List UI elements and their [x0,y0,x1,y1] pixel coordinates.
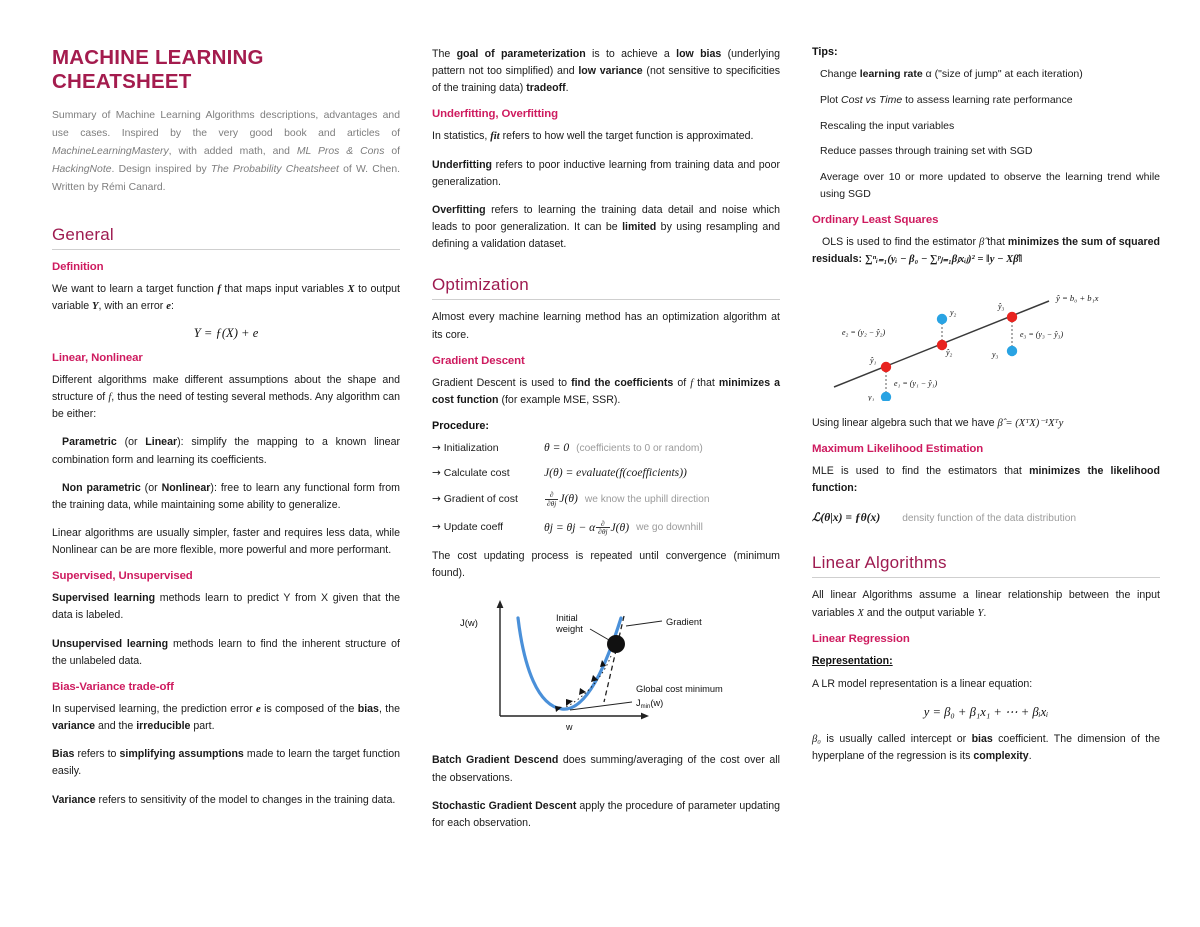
supervised-label: Supervised learning [52,592,156,605]
goal-t5: . [565,82,569,95]
np-t1: (or [140,481,162,494]
procedure-step-update-coeff [432,520,780,537]
section-header-linear-algorithms: Linear Algorithms [812,553,1160,578]
underfitting-paragraph [432,157,780,191]
subsection-definition: Definition [52,260,104,273]
bv-irreducible: irreducible [136,720,191,733]
parametric-label: Parametric [62,436,117,449]
step-label-update-coeff [432,521,544,533]
initial-weight-dot [607,635,625,653]
x-axis-arrow [641,713,649,720]
ln-t1: Different algorithms make different assumptions about the shape and structure of [52,373,400,404]
subsection-gradient-descent: Gradient Descent [432,354,525,367]
of-t1: refers to learning the training data detail and noise which leads to poor generalization. It can be [432,203,780,234]
subsection-underfitting-overfitting: Underfitting, Overfitting [432,108,558,121]
of-limited: limited [622,221,657,234]
gd-t4: (for example MSE, SSR). [498,393,621,406]
ip-t1: is usually called intercept or [820,732,972,745]
np-t2: ): free to learn any functional form from the training data, while maintaining some ability to generalize. [52,481,400,511]
subsection-supervised: Supervised, Unsupervised [52,570,193,583]
intro-paragraph [52,107,400,196]
tip1-b: to assess learning rate performance [902,93,1073,106]
jmin-end: (w) [650,698,664,709]
bv-t4: and the [95,720,137,733]
step-equation-initialization: θ = 0 [544,441,570,455]
ols-la-formula: β̂ = (XᵀX)⁻¹Xᵀy [997,418,1064,430]
intro-italic-4: The Probability Cheatsheet [210,163,339,175]
jmin-sub: min [640,704,651,711]
page-title: MACHINE LEARNING CHEATSHEET [52,46,264,93]
la-t3: . [983,606,987,619]
underfitting-rest: refers to poor inductive learning from training data and poor generalization. [432,158,780,188]
unsup-rest: methods learn to find the inherent structure of the unlabeled data. [52,637,400,667]
parametric-paragraph [52,434,400,468]
tip-item: Average over 10 or more updated to observe the learning trend while using SGD [820,171,1160,200]
sgd-paragraph [432,798,780,832]
nonparam-label: Non parametric [62,481,141,494]
intro-italic-2: ML Pros & Cons [296,145,385,157]
step-equation-gradient-of-cost [544,491,578,508]
intro-italic-1: MachineLearningMastery [52,145,169,157]
global-min-label: Global cost minimum [636,684,723,695]
step-text: Initialization [443,442,499,455]
bias-t2: made to learn the target function easily. [52,748,401,778]
unsupervised-label: Unsupervised learning [52,637,169,650]
gradient-leader [626,621,662,626]
upd-eq-b: J(θ) [610,520,630,534]
mle-paragraph [812,463,1160,497]
underfitting-label: Underfitting [432,158,493,171]
la-t2: and the output variable [863,606,978,619]
procedure-step-initialization [432,441,780,454]
gradient-descent-svg [438,596,768,736]
y-axis-label: J(w) [460,618,478,630]
step-label-initialization [432,442,544,454]
mle-formula-row [812,509,1160,528]
variance-rest: refers to sensitivity of the model to changes in the training data. [95,793,396,806]
def-t5: : [170,299,174,312]
bias-variance-p1 [52,701,400,735]
regression-line-label: ŷ = b₀ + b₁x [1056,293,1099,304]
yhat1-label: ŷ₁ [870,356,877,366]
mle-formula: ℒ(θ|x) = ƒθ(x) [812,510,881,524]
subsection-mle: Maximum Likelihood Estimation [812,443,984,456]
observed-point-3 [1007,346,1017,356]
residual1-label: e₁ = (y₁ − ŷ₁) [894,379,938,389]
goal-t3: (underlying pattern not too simplified) and [432,48,780,78]
unsupervised-paragraph [52,636,400,670]
tip1-a: Plot [820,93,842,106]
ln-t2: , thus the need of testing several methods. Any algorithm can be either: [52,391,400,421]
residual3-label: e₃ = (y₃ − ŷ₃) [1020,330,1064,340]
formula-target-function: Y = ƒ(X) + e [193,325,259,340]
intro-text-4: . Design inspired by [111,163,211,175]
fit-t1: In statistics, [432,130,491,143]
bias-paragraph [52,746,400,780]
y1-label: y₁ [868,393,875,402]
def-f: f [217,283,221,295]
mle-note: density function of the data distribution [902,512,1077,524]
ols-beta-hat: β̂ [978,236,985,248]
procedure-step-calculate-cost [432,466,780,479]
step-note-initialization: (coefficients to 0 or random) [576,443,703,455]
sgd-rest: apply the procedure of parameter updating for each observation. [432,799,780,829]
overfitting-paragraph [432,202,780,253]
overfitting-label: Overfitting [432,203,486,216]
def-y: Y [92,300,99,312]
variance-label: Variance [52,793,96,806]
tips-label: Tips: [812,46,838,58]
gradient-descent-paragraph [432,375,780,409]
bias-t1: refers to [74,748,120,761]
param-linear: Linear [145,436,178,449]
batch-gd-rest: does summing/averaging of the cost over all the observations. [432,754,780,784]
representation-paragraph: A LR model representation is a linear equation: [812,677,1033,690]
grad-eq-text: J(θ) [559,491,578,505]
subsection-linear-regression: Linear Regression [812,632,910,645]
ip-bias: bias [971,732,993,745]
partial-derivative-fraction: $\frac{\partial}{\partial\theta j}$ [598,518,608,537]
procedure-step-gradient-of-cost [432,491,780,508]
def-t4: , with an error [98,299,167,312]
goal-t1: The [432,48,457,60]
bv-t5: part. [190,720,215,733]
sup-rest: methods learn to predict Y from X given that the data is labeled. [52,592,400,622]
tip0-a: Change [820,68,860,80]
partial-derivative-fraction: $\frac{\partial}{\partial\theta j}$ [547,490,557,508]
procedure-label: Procedure: [432,420,489,433]
beta0-symbol: β₀ [812,733,821,745]
arrow-icon: → [432,467,441,480]
residual2-label: e₂ = (y₂ − ŷ₂) [842,328,886,338]
la-t1: All linear Algorithms assume a linear relationship between the input variables [812,589,1160,619]
mle-bold: minimizes the likelihood function: [812,465,1160,495]
gradient-label: Gradient [666,617,702,628]
figure-gradient-descent [438,596,780,736]
step-equation-update-coeff [544,520,629,537]
initial-weight-leader [590,629,609,640]
subsection-bias-variance: Bias-Variance trade-off [52,680,174,693]
tip0-b: α ("size of jump" at each iteration) [922,68,1083,80]
ip-t2: coefficient. The dimension of the hyperplane of the regression is its [812,732,1160,762]
gd-t1: Gradient Descent is used to [432,376,572,389]
intro-text-2: , with added math, and [168,145,297,157]
yhat2-label: ŷ₂ [946,348,953,358]
bv-t1: In supervised learning, the prediction error [52,702,257,715]
intro-text-5: of W. Chen. Written by Rémi Canard. [52,163,400,193]
batch-gd-paragraph [432,752,780,786]
sgd-label: Stochastic Gradient Descent [432,799,577,812]
fit-paragraph [432,128,780,145]
goal-paragraph [432,46,780,97]
section-header-general: General [52,225,400,250]
goal-t2: is to achieve a [585,48,677,60]
jmin-j: J [636,698,641,709]
fit-t2: refers to how well the target function is approximated. [499,130,754,143]
ip-complexity: complexity [973,749,1029,762]
step-note-gradient: we know the uphill direction [584,493,710,505]
gd-t2: of [673,376,691,389]
convergence-paragraph: The cost updating process is repeated until convergence (minimum found). [432,550,780,580]
arrow-icon: → [432,521,441,534]
param-t2: ): simplify the mapping to a known linear combination form and learning its coefficients. [52,436,400,466]
jmin-label [636,698,663,710]
bv-variance: variance [52,720,95,733]
gd-bold2: minimizes a cost function [432,376,781,406]
goal-lowbias: low bias [676,48,722,60]
figure-ols-residuals [824,279,1160,401]
goal-bold: goal of parameterization [456,48,586,60]
representation-heading: Representation: [812,654,893,667]
step-label-calculate-cost [432,467,544,479]
intercept-paragraph [812,731,1160,765]
tip-item [812,92,1160,109]
of-t2: by using resampling and defining a validation dataset. [432,221,780,251]
tip-item: Reduce passes through training set with SGD [820,145,1033,158]
y3-label: y₃ [992,350,999,360]
intro-italic-3: HackingNote [52,163,112,175]
subsection-linear-nonlinear: Linear, Nonlinear [52,351,143,364]
ln-f: f [108,392,112,404]
initial-weight-label-line1: Initial [556,613,578,624]
intro-text-1: Summary of Machine Learning Algorithms descriptions, advantages and use cases. Inspired by the very good book and articles of [52,110,400,140]
supervised-paragraph [52,590,400,624]
arrow-icon: → [432,442,441,455]
tip1-italic: Cost vs Time [841,93,903,106]
bias-bold: simplifying assumptions [119,748,244,761]
goal-lowvariance: low variance [578,65,643,78]
step-label-gradient-of-cost [432,493,544,505]
variance-paragraph [52,792,400,809]
fitted-point-1 [881,362,891,372]
column-2 [432,46,780,897]
ols-linear-algebra-paragraph [812,415,1160,432]
step-note-update: we go downhill [636,522,703,534]
definition-paragraph [52,281,400,315]
ols-paragraph [812,234,1160,268]
fit-word: fit [490,131,500,143]
ols-residuals-svg [824,279,1124,401]
gd-f: f [690,377,694,389]
def-t3: to output variable [52,282,400,312]
y2-label: y₂ [950,308,957,318]
subsection-ols: Ordinary Least Squares [812,213,939,226]
initial-weight-label-line2: weight [556,624,583,635]
np-nonlinear: Nonlinear [161,481,211,494]
la-x: X [857,607,864,619]
y-axis-arrow [497,600,504,608]
section-header-optimization: Optimization [432,275,780,300]
bv-t3: , the [378,702,400,715]
def-t1: We want to learn a target function [52,282,218,295]
linear-algorithms-intro [812,587,1160,621]
def-t2: that maps input variables [220,282,348,295]
batch-gd-label: Batch Gradient Descend [432,754,559,767]
goal-t4: (not sensitive to specificities of the training data) [432,65,781,95]
bv-e: e [256,703,261,715]
observed-point-2 [937,314,947,324]
gd-bold1: find the coefficients [571,376,674,389]
param-t1: (or [116,436,146,449]
linear-nonlinear-p1 [52,372,400,423]
ols-bold: minimizes the sum of squared residuals: [812,235,1160,265]
ip-t3: . [1028,749,1032,762]
step-text: Calculate cost [443,467,510,480]
step-text: Update coeff [443,521,504,534]
fitted-point-3 [1007,312,1017,322]
ols-la-text: Using linear algebra such that we have [812,417,998,430]
nonparametric-paragraph [52,480,400,514]
tip-item: Rescaling the input variables [820,119,955,132]
tip-item [812,66,1160,83]
step-text: Gradient of cost [443,492,518,505]
mle-t1: MLE is used to find the estimators that [812,465,1030,478]
ols-t1: OLS is used to find the estimator [822,235,979,248]
ols-formula: ∑ⁿᵢ₌₁(yᵢ − β₀ − ∑ᵖⱼ₌₁βⱼxᵢⱼ)² = ‖y − Xβ̂‖ [865,253,1023,265]
intro-text-3: of [384,145,400,157]
observed-point-1 [881,392,891,401]
tip0-bold: learning rate [859,68,923,80]
ols-t2: that [984,235,1008,248]
linear-nonlinear-summary: Linear algorithms are usually simpler, faster and requires less data, while Nonlinear can be are more flexible, more powerful and more performant. [52,526,400,557]
descent-steps [555,660,606,712]
bv-t2: is composed of the [260,702,358,715]
arrow-icon: → [432,492,441,505]
la-y: Y [977,607,984,619]
step-equation-calculate-cost: J(θ) = evaluate(f(coefficients)) [544,466,687,480]
upd-eq-a: θj = θj − α [544,520,596,534]
def-x: X [347,283,355,295]
column-1 [52,46,400,897]
gd-t3: that [693,376,719,389]
formula-linear-regression: y = β₀ + β₁x₁ + ⋯ + βᵢxᵢ [923,704,1049,719]
bias-label: Bias [52,748,75,761]
goal-tradeoff: tradeoff [526,82,566,95]
bv-bias: bias [357,702,379,715]
def-e: e [166,300,171,312]
x-axis-label: w [566,722,573,733]
column-3 [812,46,1160,897]
yhat3-label: ŷ₃ [998,302,1005,312]
optimization-intro: Almost every machine learning method has an optimization algorithm at its core. [432,311,780,341]
